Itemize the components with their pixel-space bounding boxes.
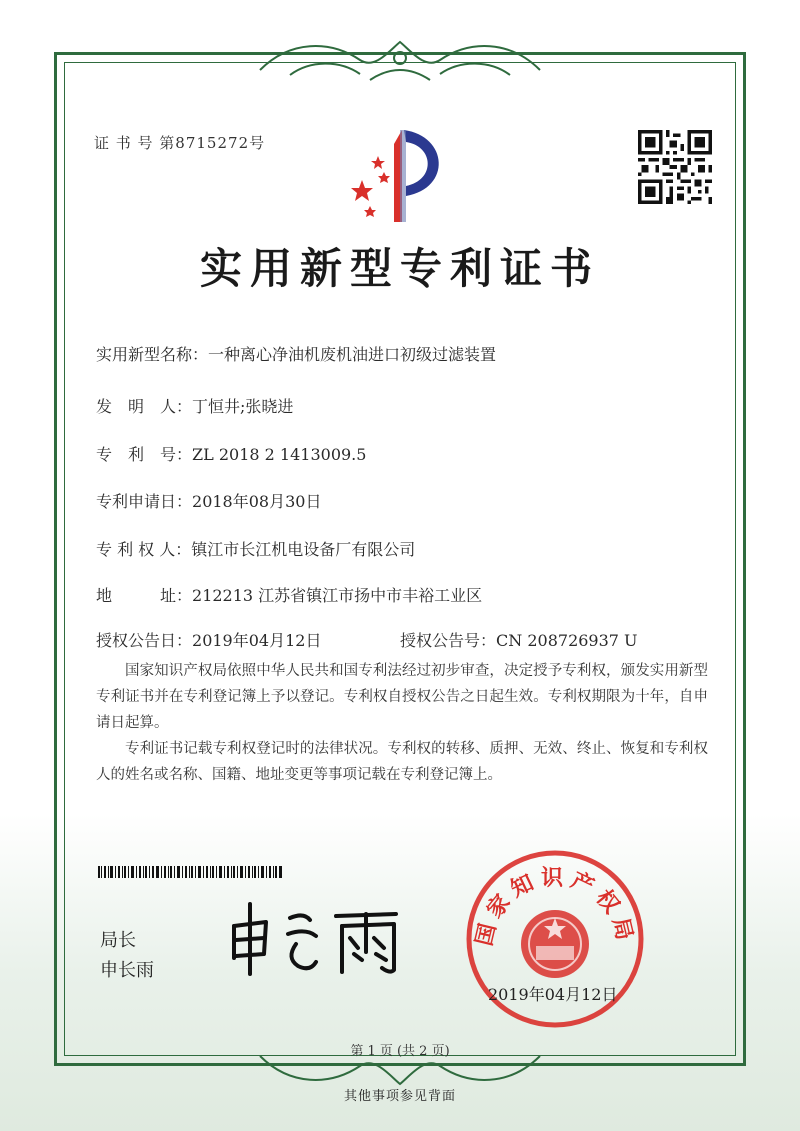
patent-number-value: ZL 2018 2 1413009.5: [192, 445, 367, 464]
page-number: 第 1 页 (共 2 页): [350, 1044, 450, 1059]
qr-code: [638, 130, 712, 204]
body-paragraph-2: 专利证书记载专利权登记时的法律状况。专利权的转移、质押、无效、终止、恢复和专利权人的姓名或名称、国籍、地址变更等事项记载在专利登记簿上。: [96, 741, 708, 783]
utility-model-name: [96, 342, 496, 365]
barcode: [98, 866, 282, 878]
seal-text: 国家知识产权局: [471, 866, 639, 949]
application-date-value: 2018年08月30日: [192, 492, 322, 511]
director-signature: [226, 896, 416, 976]
footer-note: 其他事项参见背面: [343, 1089, 456, 1104]
address-value: 212213 江苏省镇江市扬中市丰裕工业区: [192, 586, 483, 605]
patent-number-field: [96, 442, 366, 465]
inventor-label: 发 明 人：: [96, 397, 193, 416]
body-paragraph-1: 国家知识产权局依照中华人民共和国专利法经过初步审查，决定授予专利权，颁发实用新型专利证书并在专利登记簿上予以登记。专利权自授权公告之日起生效。专利权期限为十年，自申请日起算。: [96, 663, 708, 731]
inventor-value: 丁恒井;张晓进: [192, 397, 294, 416]
grant-date-field: [96, 628, 321, 651]
grant-number-field: [400, 628, 638, 651]
seal-date: 2019年04月12日: [488, 985, 618, 1004]
grant-number-label: 授权公告号：: [400, 631, 497, 650]
name-value: 一种离心净油机废机油进口初级过滤装置: [208, 345, 497, 364]
patent-office-logo: [340, 126, 460, 226]
grant-date-value: 2019年04月12日: [192, 631, 322, 650]
director-name: 申长雨: [100, 960, 154, 981]
certificate-title: 实用新型专利证书: [199, 244, 600, 293]
inventor-field: [96, 394, 293, 417]
patent-number-label: 专 利 号：: [96, 445, 193, 464]
application-date-label: 专利申请日：: [96, 492, 193, 511]
patentee-value: 镇江市长江机电设备厂有限公司: [191, 540, 416, 559]
address-label: 地 址：: [96, 586, 193, 605]
patentee-field: [96, 537, 415, 560]
grant-date-label: 授权公告日：: [96, 631, 193, 650]
grant-number-value: CN 208726937 U: [496, 631, 638, 650]
name-label: 实用新型名称：: [96, 345, 209, 364]
patentee-label: 专 利 权 人：: [96, 540, 192, 559]
address-field: [96, 583, 482, 606]
certificate-number: 证 书 号 第8715272号: [94, 134, 266, 152]
application-date-field: [96, 489, 321, 512]
director-title: 局长: [100, 930, 136, 951]
